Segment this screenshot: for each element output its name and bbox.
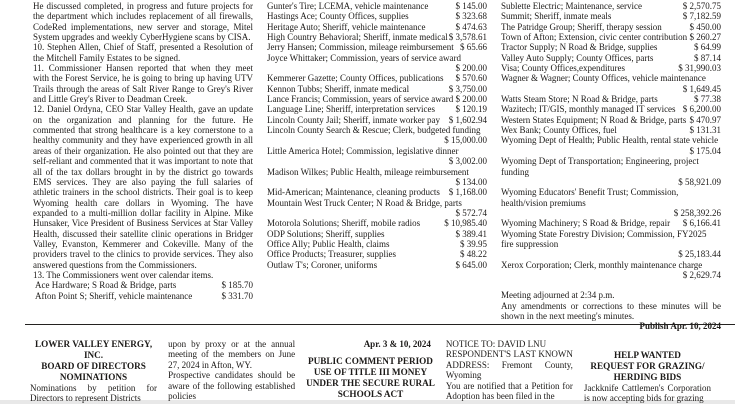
expense-row xyxy=(501,115,721,125)
expense-amount: $ 260.27 xyxy=(689,32,721,43)
expense-row xyxy=(267,84,487,94)
expense-row xyxy=(501,94,721,104)
expense-description: Wazitech; IT/GIS, monthly managed IT services xyxy=(501,104,676,115)
expense-row xyxy=(501,187,721,218)
expense-amount: $ 1,649.45 xyxy=(682,83,721,94)
expense-ledger xyxy=(501,1,721,280)
notice-heading-line: NOMINATIONS xyxy=(59,371,128,382)
expense-description: Mid-American; Maintenance, cleaning products xyxy=(267,187,440,198)
expense-row xyxy=(33,291,253,301)
expense-amount: $ 134.00 xyxy=(455,176,487,187)
expense-row xyxy=(501,125,721,135)
expense-row xyxy=(267,187,487,197)
expense-amount: $ 15,000.00 xyxy=(444,135,487,146)
expense-row xyxy=(267,104,487,114)
expense-description: Kennon Tubbs; Sheriff, inmate medical xyxy=(267,83,410,94)
notice-help-wanted xyxy=(584,339,711,404)
notice-heading-line: INC. xyxy=(83,349,104,360)
expense-row xyxy=(267,32,487,42)
expense-row xyxy=(501,11,721,21)
expense-description: ODP Solutions; Sheriff, supplies xyxy=(267,228,385,239)
expense-description: High Country Behavioral; Sheriff, inmate medical xyxy=(267,32,448,43)
expense-amount: $ 31,990.03 xyxy=(678,63,721,74)
expense-amount: $ 3,002.00 xyxy=(448,156,487,167)
expense-row xyxy=(501,229,721,260)
expense-amount: $ 200.00 xyxy=(455,94,487,105)
expense-amount: $ 120.19 xyxy=(455,104,487,115)
minutes-paragraph: He discussed completed, in progress and future projects for the department which includes replacement of all firewalls, CodeRed implementations, new server and storage, Mitel System upgrades and weekly CyberHygiene scans by CISA. xyxy=(33,1,253,43)
expense-amount: $ 474.63 xyxy=(455,21,487,32)
notice-body: upon by proxy or at the annual meeting of the members on June 27, 2024 in Afton, WY. xyxy=(168,339,296,370)
expense-row xyxy=(501,156,721,187)
expense-description: Lance Francis; Commission, years of service award xyxy=(267,94,454,105)
notice-body: Jackknife Cattlemen's Corporation is now accepting bids for grazing xyxy=(583,382,711,404)
expense-description: Jerry Hansen; Commission, mileage reimbursement xyxy=(267,42,454,53)
expense-row xyxy=(267,167,487,188)
expense-amount: $ 331.70 xyxy=(221,290,253,301)
expense-amount: $ 7,182.59 xyxy=(682,11,721,22)
expense-ledger xyxy=(267,1,487,270)
notice-lower-valley-energy xyxy=(30,339,157,404)
expense-description: Language Line; Sheriff, interpretation services xyxy=(267,104,436,115)
expense-row xyxy=(267,229,487,239)
expense-row xyxy=(501,135,721,156)
expense-row xyxy=(501,22,721,32)
expense-description: Valley Auto Supply; County Offices, parts xyxy=(501,52,654,63)
notice-heading-line: SCHOOLS ACT xyxy=(337,389,404,400)
expense-description: Wyoming Machinery; S Road & Bridge, repair xyxy=(501,218,671,229)
expense-row xyxy=(267,249,487,259)
notice-heading-line: UNDER THE SECURE RURAL xyxy=(306,378,435,389)
minutes-column-1 xyxy=(33,1,253,322)
expense-amount: $ 10,985.40 xyxy=(444,218,487,229)
minutes-column-3 xyxy=(501,1,721,332)
expense-description: Office Ally; Public Health, claims xyxy=(267,238,390,249)
expense-amount: $ 258,392.26 xyxy=(673,207,721,218)
expense-amount: $ 64.99 xyxy=(694,42,721,53)
expense-description: Visa; County Offices,expenditures xyxy=(501,63,626,74)
expense-amount: $ 2,629.74 xyxy=(682,269,721,280)
expense-amount: $ 389.41 xyxy=(455,228,487,239)
expense-amount: $ 645.00 xyxy=(455,259,487,270)
expense-description: Wagner & Wagner; County Offices, vehicle maintenance xyxy=(501,73,706,84)
expense-amount: $ 3,578.61 xyxy=(448,32,487,43)
expense-description: Lincoln County Search & Rescue; Clerk, budgeted funding xyxy=(267,125,481,136)
expense-description: Tractor Supply; N Road & Bridge, supplies xyxy=(501,42,658,53)
expense-amount: $ 87.14 xyxy=(694,52,721,63)
notice-publish-date: Apr. 3 & 10, 2024 xyxy=(363,339,431,349)
spacer xyxy=(584,339,711,350)
expense-amount: $ 6,166.41 xyxy=(682,218,721,229)
expense-description: Town of Afton; Extension, civic center contribution xyxy=(501,32,688,43)
minutes-paragraph: 12. Daniel Ordyna, CEO Star Valley Health, gave an update on the organization and planning for the future. He commented that strong healthcare is a key cornerstone to a healthy community and they have experienced growth in all areas of their organization. He also pointed out that they are self-reliant and commented that it was important to note that all of the tax dollars brought in by the district go towards EMS services. They are also paying the full salaries of athletic trainers in the school districts. Their goal is to keep Wyoming health care dollars in Wyoming. The have expanded to a multi-million dollar facility in Alpine. Mike Hunsaker, Vice President of Business Services at Star Valley Health, discussed their satellite clinic operations in Bridger Valley, Evanston, Kemmerer and Cokeville. Many of the providers travel to the clinics to provide services. They also answered questions from the Commissioners. xyxy=(33,104,253,270)
expense-description: Gunter's Tire; LCEMA, vehicle maintenance xyxy=(267,1,429,11)
expense-amount: $ 25,183.44 xyxy=(678,249,721,260)
expense-row xyxy=(267,11,487,21)
minutes-closing xyxy=(501,290,721,331)
expense-row xyxy=(267,239,487,249)
expense-amount: $ 323.68 xyxy=(455,11,487,22)
expense-row xyxy=(501,218,721,228)
expense-row xyxy=(267,94,487,104)
expense-amount: $ 185.70 xyxy=(221,280,253,291)
notice-heading-line: BOARD OF DIRECTORS xyxy=(41,360,146,371)
expense-row xyxy=(267,22,487,32)
expense-row xyxy=(267,198,487,219)
expense-description: Motorola Solutions; Sheriff, mobile radios xyxy=(267,218,421,229)
minutes-section xyxy=(33,1,721,332)
expense-row xyxy=(501,53,721,63)
notice-addressee-line: NOTICE TO: DAVID LNU xyxy=(445,339,547,349)
minutes-paragraph: 13. The Commissioners went over calendar items. xyxy=(33,269,214,280)
notice-heading-line: REQUEST FOR GRAZING/ xyxy=(590,360,705,371)
expense-amount: $ 1,602.94 xyxy=(448,114,487,125)
expense-amount: $ 1,168.00 xyxy=(448,187,487,198)
expense-description: Mountain West Truck Center; N Road & Bridge, parts xyxy=(267,197,462,208)
expense-row xyxy=(267,260,487,270)
notice-body: Prospective candidates should be aware of the following established policies xyxy=(168,370,296,402)
notice-heading xyxy=(584,350,711,383)
expense-row xyxy=(267,53,487,74)
notice-heading-line: USE OF TITLE III MONEY xyxy=(313,367,428,378)
notice-heading xyxy=(306,356,435,400)
expense-row xyxy=(267,73,487,83)
expense-amount: $ 65.66 xyxy=(460,42,487,53)
expense-amount: $ 175.04 xyxy=(689,145,721,156)
notice-heading xyxy=(30,339,157,383)
expense-amount: $ 3,750.00 xyxy=(448,83,487,94)
expense-description: Western States Equipment; N Road & Bridge, parts xyxy=(501,114,687,125)
expense-row xyxy=(267,146,487,167)
notice-heading-line: HELP WANTED xyxy=(613,350,681,360)
expense-description: Kemmerer Gazette; County Offices, publications xyxy=(267,73,444,84)
minutes-column-2 xyxy=(267,1,487,322)
expense-description: Wyoming Dept of Health; Public Health, rental state vehicle xyxy=(501,135,719,146)
expense-amount: $ 470.97 xyxy=(689,114,721,125)
notice-public-comment xyxy=(306,339,435,404)
expense-amount: $ 572.74 xyxy=(455,207,487,218)
expense-row xyxy=(501,73,721,94)
expense-amount: $ 200.00 xyxy=(455,63,487,74)
expense-amount: $ 145.00 xyxy=(455,1,487,11)
expense-description: Watts Steam Store; N Road & Bridge, parts xyxy=(501,94,658,105)
expense-amount: $ 131.31 xyxy=(689,125,721,136)
minutes-paragraph: 10. Stephen Allen, Chief of Staff, presented a Resolution of the Mitchell Family Estates to be signed. xyxy=(33,42,253,63)
notice-heading-line: LOWER VALLEY ENERGY, xyxy=(34,339,153,349)
expense-amount: $ 48.22 xyxy=(460,249,487,260)
expense-row xyxy=(501,1,721,11)
expense-description: The Patridge Group; Sheriff, therapy session xyxy=(501,21,662,32)
expense-description: Office Products; Treasurer, supplies xyxy=(267,249,396,260)
notice-heading-line: PUBLIC COMMENT PERIOD xyxy=(308,356,433,367)
expense-description: Wyoming State Forestry Division; Commission, FY2025 fire suppression xyxy=(501,228,707,249)
notice-heading-line: HERDING BIDS xyxy=(613,371,682,382)
expense-amount: $ 77.38 xyxy=(694,94,721,105)
expense-row xyxy=(501,260,721,281)
expense-row xyxy=(267,1,487,11)
expense-description: Hastings Ace; County Offices, supplies xyxy=(267,11,409,22)
expense-row xyxy=(501,32,721,42)
expense-amount: $ 39.95 xyxy=(460,238,487,249)
amendments-line: Any amendments or corrections to these minutes will be shown in the next meeting's minutes. xyxy=(501,300,721,321)
expense-description: Joyce Whittaker; Commission, years of service award xyxy=(267,52,462,63)
expense-row xyxy=(267,115,487,125)
expense-description: Afton Point S; Sheriff, vehicle maintenance xyxy=(35,290,193,301)
publish-date-line: Publish Apr. 10, 2024 xyxy=(639,321,721,332)
minutes-paragraph: 11. Commissioner Hansen reported that when they meet with the Forest Service, he is going to bring up having UTV Trails through the areas of Salt River Range to Grey's River and Little Grey's River to Deadman Creek. xyxy=(33,63,253,105)
expense-description: Madison Wilkes; Public Health, mileage reimbursement xyxy=(267,166,469,177)
expense-description: Xerox Corporation; Clerk, monthly maintenance charge xyxy=(501,259,703,270)
notices-section xyxy=(30,339,711,404)
notice-adoption xyxy=(446,339,573,404)
expense-description: Ace Hardware; S Road & Bridge, parts xyxy=(35,280,177,291)
expense-row xyxy=(501,104,721,114)
expense-amount: $ 450.00 xyxy=(689,21,721,32)
expense-description: Sublette Electric; Maintenance, service xyxy=(501,1,642,11)
expense-row xyxy=(501,63,721,73)
section-divider-rule xyxy=(25,324,735,325)
expense-amount: $ 2,570.75 xyxy=(682,1,721,11)
expense-description: Wyoming Educators' Benefit Trust; Commission, health/vision premiums xyxy=(501,187,679,208)
notice-address-line: RESPONDENT'S LAST KNOWN ADDRESS: Fremont County, Wyoming xyxy=(445,349,573,381)
expense-row xyxy=(267,42,487,52)
notice-body: Nominations by petition for Directors to represent Districts xyxy=(30,382,158,404)
expense-description: Heritage Auto; Sheriff, vehicle maintenance xyxy=(267,21,426,32)
expense-ledger xyxy=(33,280,253,301)
adjournment-line: Meeting adjourned at 2:34 p.m. xyxy=(501,290,615,301)
expense-description: Wyoming Dept of Transportation; Engineering, project funding xyxy=(501,156,699,177)
expense-amount: $ 6,200.00 xyxy=(682,104,721,115)
notice-lower-valley-continuation xyxy=(168,339,295,404)
expense-row xyxy=(501,42,721,52)
expense-description: Outlaw T's; Coroner, uniforms xyxy=(267,259,378,270)
expense-row xyxy=(267,218,487,228)
expense-row xyxy=(267,125,487,146)
expense-description: Little America Hotel; Commission, legislative dinner xyxy=(267,145,459,156)
expense-description: Summit; Sheriff, inmate meals xyxy=(501,11,612,22)
spacer xyxy=(306,349,435,356)
notice-body: You are notified that a Petition for Adoption has been filed in the xyxy=(445,380,573,402)
expense-description: Lincoln County Jail; Sheriff, inmate worker pay xyxy=(267,114,441,125)
expense-row xyxy=(33,280,253,290)
expense-description: Wex Bank; County Offices, fuel xyxy=(501,125,617,136)
expense-amount: $ 58,921.09 xyxy=(678,176,721,187)
expense-amount: $ 570.60 xyxy=(455,73,487,84)
